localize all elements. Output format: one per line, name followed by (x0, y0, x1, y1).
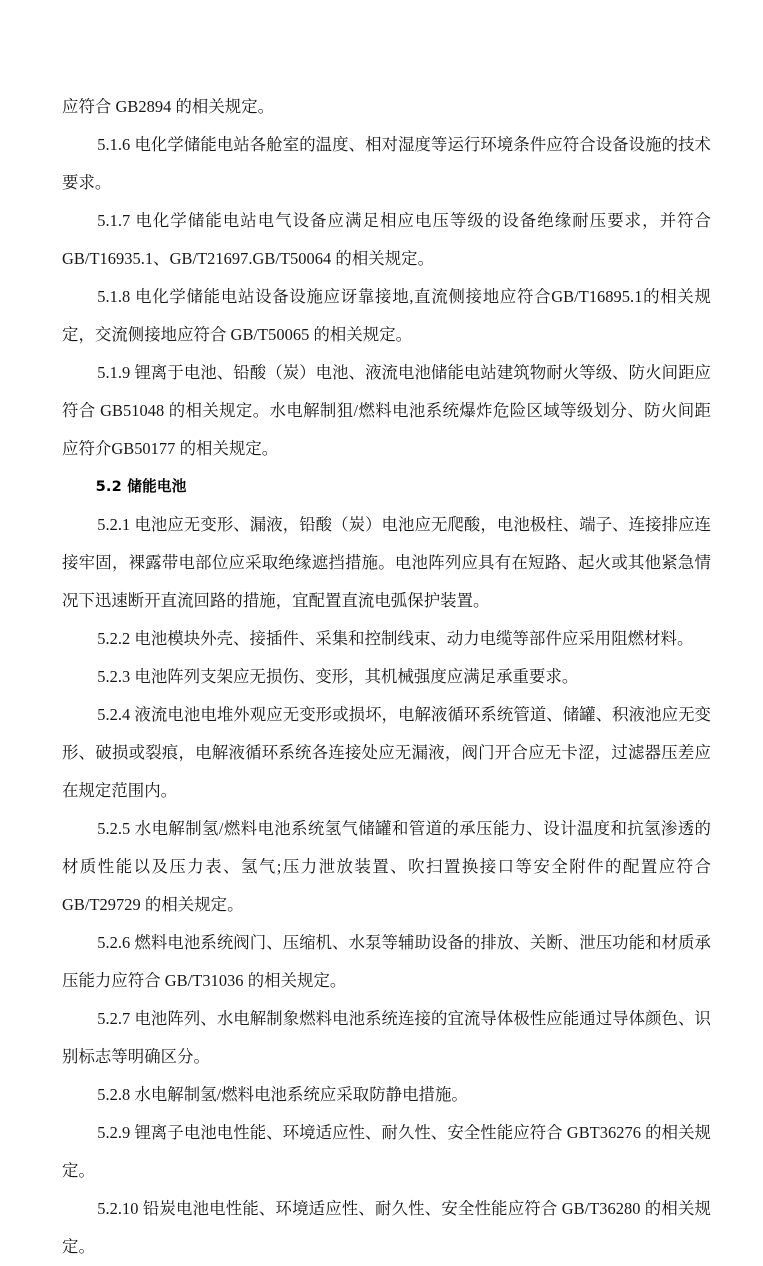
body-paragraph: 应符合 GB2894 的相关规定。 (62, 97, 275, 116)
body-paragraph: 5.2.3 电池阵列支架应无损伤、变形，其机械强度应满足承重要求。 (97, 667, 579, 686)
body-paragraph: 5.2.10 铅炭电池电性能、环境适应性、耐久性、安全性能应符合 GB/T36280 的相关规定。 (62, 1199, 711, 1256)
body-paragraph: 5.2.4 液流电池电堆外观应无变形或损坏，电解液循环系统管道、储罐、积液池应无变形、破损或裂痕，电解液循环系统各连接处应无漏液，阀门开合应无卡涩，过滤器压差应在规定范围内。 (62, 705, 711, 800)
body-paragraph: 5.1.7 电化学储能电站电气设备应满足相应电压等级的设备绝缘耐压要求，并符合GB/T16935.1、GB/T21697.GB/T50064 的相关规定。 (62, 211, 711, 268)
section-heading: 5.2 储能电池 (95, 478, 187, 495)
body-paragraph: 5.2.5 水电解制氢/燃料电池系统氢气储罐和管道的承压能力、设计温度和抗氢渗透的材质性能以及压力表、氢气;压力泄放装置、吹扫置换接口等安全附件的配置应符合 GB/T29729 的相关规定。 (62, 819, 711, 914)
body-paragraph: 5.1.9 锂离于电池、铅酸（炭）电池、液流电池储能电站建筑物耐火等级、防火间距应符合 GB51048 的相关规定。水电解制狙/燃料电池系统爆炸危险区域等级划分、防火间距应符介GB50177 的相关规定。 (62, 363, 711, 458)
body-paragraph: 5.2.8 水电解制氢/燃料电池系统应采取防静电措施。 (97, 1085, 468, 1104)
body-paragraph: 5.2.1 电池应无变形、漏液，铅酸（炭）电池应无爬酸，电池极柱、端子、连接排应连接牢固，裸露带电部位应采取绝缘遮挡措施。电池阵列应具有在短路、起火或其他紧急情况下迅速断开直流回路的措施，宜配置直流电弧保护装置。 (62, 515, 711, 610)
body-paragraph: 5.2.7 电池阵列、水电解制象燃料电池系统连接的宜流导体极性应能通过导体颜色、识别标志等明确区分。 (62, 1009, 711, 1066)
body-paragraph: 5.2.6 燃料电池系统阀门、压缩机、水泵等辅助设备的排放、关断、泄压功能和材质承压能力应符合 GB/T31036 的相关规定。 (62, 933, 711, 990)
body-paragraph: 5.2.2 电池模块外壳、接插件、采集和控制线束、动力电缆等部件应采用阻燃材料。 (97, 629, 694, 648)
body-paragraph: 5.1.6 电化学储能电站各舱室的温度、相对湿度等运行环境条件应符合设备设施的技术要求。 (62, 135, 711, 192)
body-paragraph: 5.2.9 锂离子电池电性能、环境适应性、耐久性、安全性能应符合 GBT36276 的相关规定。 (62, 1123, 711, 1180)
body-paragraph: 5.1.8 电化学储能电站设备设施应讶靠接地,直流侧接地应符合GB/T16895.1的相关规定，交流侧接地应符合 GB/T50065 的相关规定。 (62, 287, 711, 344)
document-body (62, 88, 711, 1266)
